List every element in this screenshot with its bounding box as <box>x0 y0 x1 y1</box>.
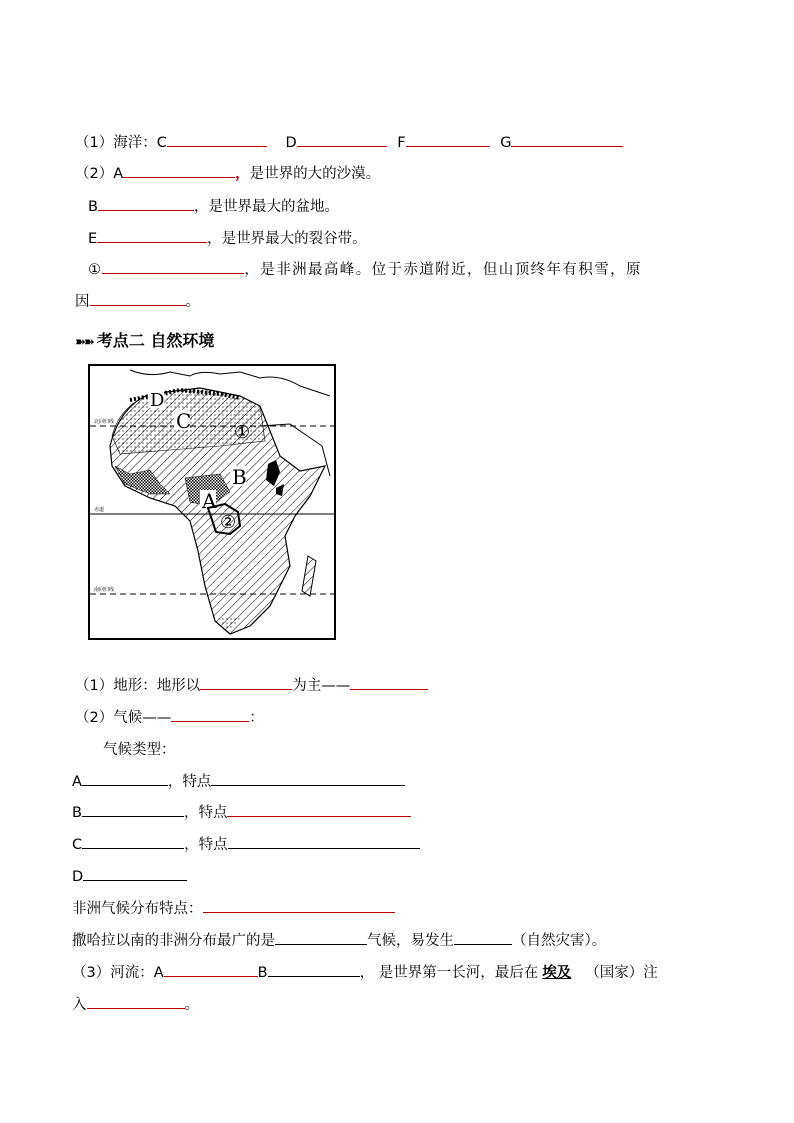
q1-line-desert <box>75 164 380 184</box>
answer-blank-e[interactable] <box>97 241 207 243</box>
rift-label: E <box>88 231 98 247</box>
q2-line-rivers <box>72 963 658 983</box>
answer-blank-type-b[interactable] <box>82 815 184 817</box>
label-circle-2: ② <box>220 512 237 533</box>
label-circle-1: ① <box>234 422 251 443</box>
section-title <box>75 328 214 351</box>
type-a-text: ，特点 <box>167 774 212 790</box>
desert-label: （2）A <box>75 166 124 182</box>
desert-text: 是世界的大的沙漠。 <box>249 166 381 182</box>
answer-blank-disaster[interactable] <box>454 943 512 945</box>
rivers2-label: 入 <box>72 997 87 1013</box>
q2-line-type-c <box>72 835 420 855</box>
oceans-d-label: D <box>285 135 297 151</box>
answer-blank-type-a[interactable] <box>82 784 168 786</box>
q2-line-terrain <box>75 676 428 696</box>
answer-blank-type-c-feature[interactable] <box>228 847 420 849</box>
cancer-label: 北回归线 <box>94 419 115 425</box>
answer-blank-river-a[interactable] <box>164 975 258 977</box>
q2-line-rivers-2 <box>72 995 199 1015</box>
answer-blank-sahara-climate[interactable] <box>275 943 367 945</box>
q2-line-type-a <box>72 772 405 792</box>
terrain-mid: 为主—— <box>292 678 351 694</box>
answer-blank-type-d[interactable] <box>83 879 187 881</box>
q2-line-sahara <box>72 931 606 951</box>
answer-blank-a[interactable] <box>123 176 235 178</box>
africa-climate-map <box>88 364 336 640</box>
reason-text: 。 <box>185 294 200 310</box>
equator-label: 赤道 <box>94 507 105 513</box>
answer-blank-f[interactable] <box>406 145 490 147</box>
answer-blank-terrain-2[interactable] <box>350 688 428 690</box>
section-title-text: 考点二 自然环境 <box>96 331 215 350</box>
answer-blank-terrain[interactable] <box>200 688 292 690</box>
rivers-label: （3）河流：A <box>72 965 164 981</box>
sahara-text: 撒哈拉以南的非洲分布最广的是 <box>72 933 275 949</box>
oceans-label: （1）海洋：C <box>75 135 167 151</box>
capricorn-label: 南回归线 <box>94 587 115 593</box>
climate-label: （2）气候—— <box>75 710 172 726</box>
peak-text: ，是非洲最高峰。位于赤道附近，但山顶终年有积雪，原 <box>244 262 642 278</box>
rift-text: ，是世界最大的裂谷带。 <box>207 231 367 247</box>
label-c: C <box>176 409 192 433</box>
label-a: A <box>202 489 217 513</box>
answer-blank-distribution[interactable] <box>203 911 395 913</box>
rivers2-suffix: 。 <box>184 997 199 1013</box>
q1-line-oceans <box>75 133 623 153</box>
type-b-label: B <box>72 805 82 821</box>
basin-text: ，是世界最大的盆地。 <box>193 199 339 215</box>
q1-line-basin <box>88 197 339 217</box>
label-d: D <box>150 390 165 411</box>
arrow-icon: ➽➽ <box>75 335 93 350</box>
climate-types-label: 气候类型： <box>103 742 176 758</box>
reason-label: 因 <box>75 294 90 310</box>
q2-line-climate <box>75 708 264 728</box>
terrain-label: （1）地形：地形以 <box>75 678 201 694</box>
answer-blank-peak[interactable] <box>102 272 244 274</box>
answer-blank-type-c[interactable] <box>82 847 184 849</box>
type-c-label: C <box>72 837 83 853</box>
peak-label: ① <box>88 262 103 278</box>
type-b-text: ，特点 <box>183 805 228 821</box>
label-b: B <box>232 465 247 489</box>
answer-blank-g[interactable] <box>511 145 623 147</box>
oceans-g-label: G <box>500 135 512 151</box>
answer-blank-type-a-feature[interactable] <box>211 784 405 786</box>
sahara-suffix: （自然灾害）。 <box>512 933 607 949</box>
answer-blank-c[interactable] <box>167 145 267 147</box>
answer-blank-b[interactable] <box>98 209 194 211</box>
q2-line-distribution <box>72 899 395 919</box>
answer-blank-reason[interactable] <box>90 304 186 306</box>
q1-line-peak <box>88 260 642 280</box>
rivers-text: ， 是世界第一长河，最后在 <box>359 965 539 981</box>
answer-country: 埃及 <box>542 965 572 981</box>
type-a-label: A <box>72 774 82 790</box>
rivers-text-2: （国家）注 <box>585 965 658 981</box>
answer-blank-climate[interactable] <box>171 720 249 722</box>
oceans-f-label: F <box>397 135 406 151</box>
q1-line-rift <box>88 229 367 249</box>
answer-blank-type-b-feature[interactable] <box>227 815 411 817</box>
q2-line-type-d <box>72 867 187 887</box>
answer-blank-river-b[interactable] <box>268 975 360 977</box>
q2-line-type-b <box>72 803 411 823</box>
answer-blank-d[interactable] <box>297 145 387 147</box>
sahara-mid: 气候，易发生 <box>367 933 454 949</box>
basin-label: B <box>88 199 98 215</box>
type-d-label: D <box>72 869 84 885</box>
type-c-text: ，特点 <box>184 837 228 853</box>
q1-line-reason <box>75 292 200 312</box>
answer-blank-ocean[interactable] <box>87 1007 185 1009</box>
distribution-label: 非洲气候分布特点： <box>72 901 203 917</box>
rivers-b-label: B <box>257 965 268 981</box>
desert-comma: ， <box>235 166 250 182</box>
climate-suffix: ： <box>249 710 264 726</box>
